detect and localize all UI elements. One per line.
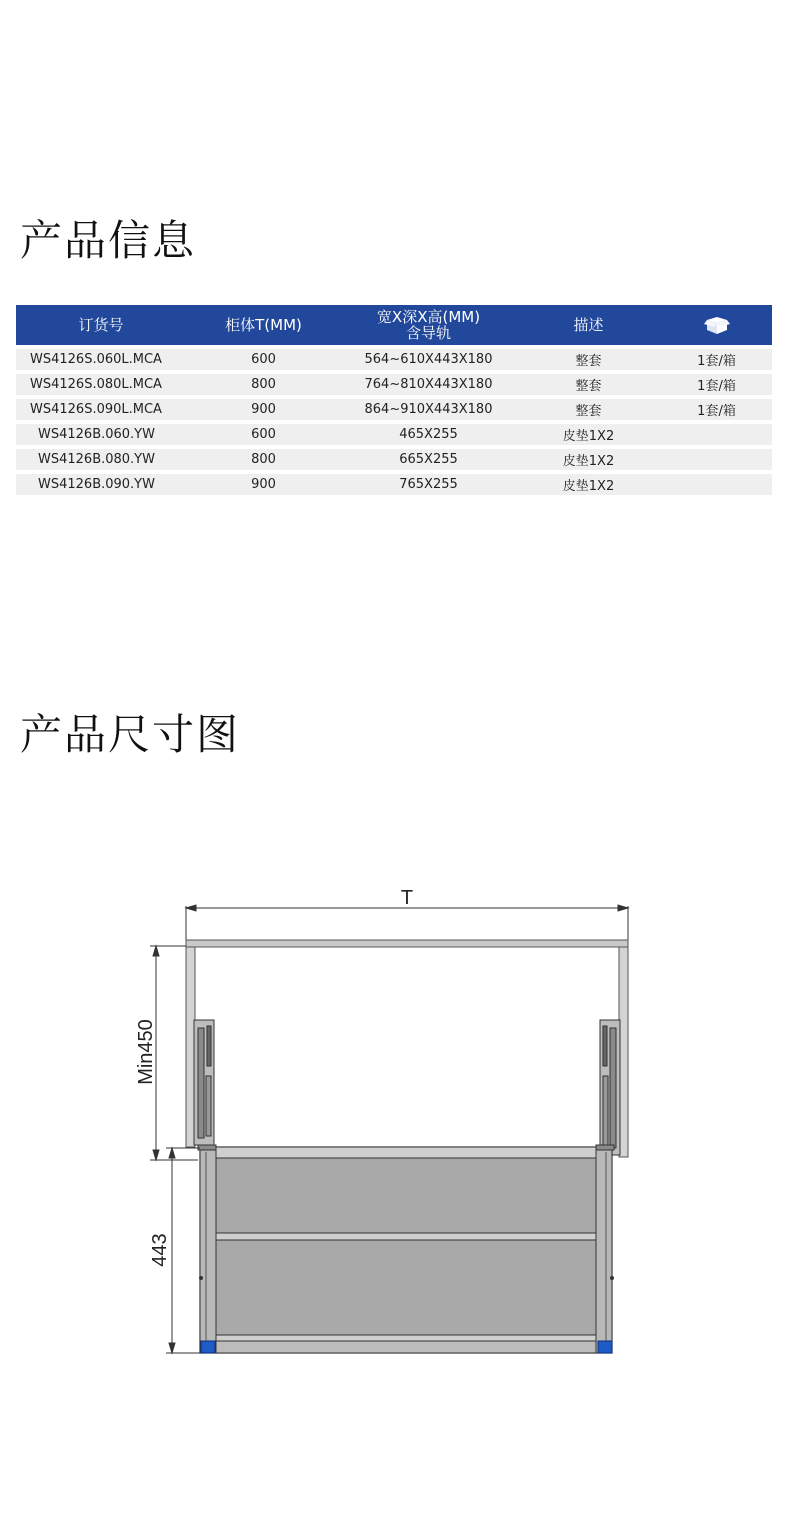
cell-size: 765X255: [341, 474, 516, 495]
cell-desc: 皮垫1X2: [516, 424, 661, 445]
depth-label: 443: [149, 1233, 171, 1267]
cell-package: 1套/箱: [661, 374, 772, 395]
cell-order-no: WS4126B.090.YW: [16, 474, 186, 495]
product-dimension-title: 产品尺寸图: [20, 710, 241, 759]
cell-size: 665X255: [341, 449, 516, 470]
table-header-row: [16, 305, 772, 345]
table-row: [16, 374, 772, 395]
header-size-line2: 含导轨: [405, 324, 451, 342]
cell-package: [661, 474, 772, 495]
cell-order-no: WS4126S.090L.MCA: [16, 399, 186, 420]
table-row: [16, 474, 772, 495]
table-row: [16, 399, 772, 420]
cell-order-no: WS4126B.080.YW: [16, 449, 186, 470]
table-row: [16, 449, 772, 470]
cell-cabinet: 600: [186, 424, 341, 445]
cell-order-no: WS4126B.060.YW: [16, 424, 186, 445]
header-size: [341, 305, 516, 345]
left-lift-mechanism: [194, 1020, 214, 1145]
box-icon: [704, 315, 730, 335]
table-row: [16, 424, 772, 445]
cell-desc: 整套: [516, 374, 661, 395]
dimension-drawing: [0, 880, 790, 1380]
cell-desc: 整套: [516, 399, 661, 420]
cell-cabinet: 900: [186, 399, 341, 420]
cell-desc: 皮垫1X2: [516, 474, 661, 495]
cell-cabinet: 600: [186, 349, 341, 370]
cell-cabinet: 800: [186, 374, 341, 395]
cell-cabinet: 800: [186, 449, 341, 470]
cell-size: 764~810X443X180: [341, 374, 516, 395]
width-label: T: [400, 887, 414, 909]
header-size-line1: 宽X深X高(MM): [376, 308, 481, 326]
header-cabinet: 柜体T(MM): [186, 305, 341, 345]
left-foot-accent: [201, 1341, 215, 1353]
cell-size: 564~610X443X180: [341, 349, 516, 370]
cell-size: 465X255: [341, 424, 516, 445]
depth-dimension: [166, 1148, 200, 1353]
width-dimension: [186, 905, 628, 944]
right-lift-mechanism: [600, 1020, 620, 1155]
cell-package: 1套/箱: [661, 349, 772, 370]
header-order-no: 订货号: [16, 305, 186, 345]
cell-order-no: WS4126S.080L.MCA: [16, 374, 186, 395]
header-desc: 描述: [516, 305, 661, 345]
pull-down-basket: [198, 1145, 614, 1353]
product-info-title: 产品信息: [20, 216, 197, 265]
cell-size: 864~910X443X180: [341, 399, 516, 420]
table-row: [16, 349, 772, 370]
cell-order-no: WS4126S.060L.MCA: [16, 349, 186, 370]
header-package: [661, 305, 772, 345]
cell-package: [661, 424, 772, 445]
cell-cabinet: 900: [186, 474, 341, 495]
cell-desc: 皮垫1X2: [516, 449, 661, 470]
cell-package: 1套/箱: [661, 399, 772, 420]
spec-table: [16, 305, 772, 495]
cabinet-frame: [186, 940, 628, 1157]
min-height-label: Min450: [135, 1019, 157, 1085]
cell-package: [661, 449, 772, 470]
right-foot-accent: [598, 1341, 612, 1353]
cell-desc: 整套: [516, 349, 661, 370]
